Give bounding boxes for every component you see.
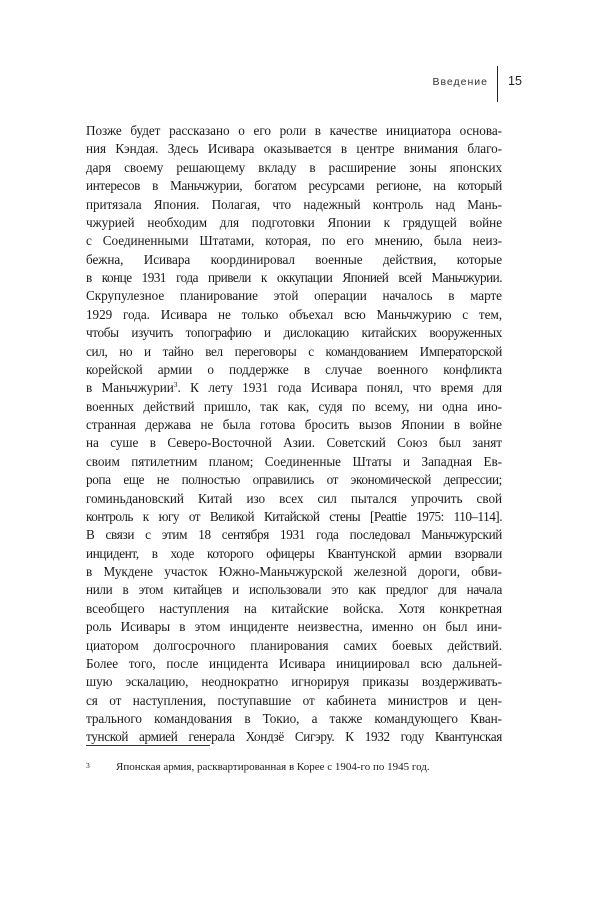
text-line: Позже будет рассказано о его роли в качестве инициатора основа-	[86, 123, 502, 138]
footnote-divider	[86, 745, 210, 746]
text-line: 1929 года. Исивара не только объехал всю Маньчжурию с тем,	[86, 306, 502, 322]
text-line: В связи с этим 18 сентября 1931 года последовал Маньчжурский	[86, 527, 502, 543]
text-line: гоминьдановский Китай изо всех сил пытался упрочить свой	[86, 490, 502, 506]
text-line: в конце 1931 года привели к оккупации Японией всей Маньчжурии.	[86, 270, 502, 285]
text-line: интересов в Маньчжурии, богатом ресурсами регионе, на который	[86, 178, 502, 194]
text-line: бежна, Исивара координировал военные действия, которые	[86, 251, 502, 267]
text-line: нили в этом китайцев и использовали это как предлог для начала	[86, 582, 502, 598]
text-line: инцидент, в ходе которого офицеры Квантунской армии взорвали	[86, 545, 502, 561]
text-run: в Маньчжурии	[86, 380, 174, 396]
text-line	[86, 379, 502, 397]
text-line: корейской армии о поддержке в случае военного конфликта	[86, 361, 502, 377]
text-line: даря своему решающему вкладу в расширение зоны японских	[86, 159, 502, 175]
text-run: . К лету 1931 года Исивара понял, что время для	[177, 380, 502, 396]
text-line: трального командования в Токио, а также командующего Кван-	[86, 711, 502, 726]
text-line: своим пятилетним планом; Соединенные Штаты и Западная Ев-	[86, 453, 502, 469]
footnote-marker: 3	[86, 761, 90, 770]
text-line: чжурией необходим для подготовки Японии к грядущей войне	[86, 214, 502, 230]
text-line: странная держава не была готова бросить вызов Японии в войне	[86, 417, 502, 432]
running-head	[0, 62, 600, 106]
text-line: контроль к югу от Великой Китайской стены [Peattie 1975: 110–114].	[86, 508, 502, 524]
text-line: шую эскалацию, неоднократно игнорируя приказы воздерживать-	[86, 674, 502, 690]
text-line: циатором долгосрочного планирования самих боевых действий.	[86, 637, 502, 653]
text-line: Более того, после инцидента Исивара инициировал всю дальней-	[86, 655, 502, 671]
body-text	[86, 122, 502, 747]
footnote-text: Японская армия, расквартированная в Корее с 1904-го по 1945 год.	[116, 761, 430, 773]
text-line: чтобы изучить топографию и дислокацию китайских вооруженных	[86, 325, 502, 341]
text-line: всеобщего наступления на китайские войска. Хотя конкретная	[86, 600, 502, 616]
text-line: ропа еще не полностью оправились от экономической депрессии;	[86, 472, 502, 488]
text-line: тунской армией генерала Хондзё Сигэру. К 1932 году Квантунская	[86, 729, 502, 745]
page-number: 15	[508, 74, 522, 88]
section-title: Введение	[432, 76, 488, 88]
footnote-reference: 3	[173, 380, 178, 390]
text-line: Скрупулезное планирование этой операции началось в марте	[86, 288, 502, 304]
text-line: ния Кэндая. Здесь Исивара оказывается в центре внимания благо-	[86, 141, 502, 157]
text-line: на суше в Северо-Восточной Азии. Советский Союз был занят	[86, 435, 502, 451]
text-line: в Мукдене участок Южно-Маньчжурской железной дороги, обви-	[86, 564, 502, 579]
text-line: роль Исивары в этом инциденте неизвестна, именно он был ини-	[86, 619, 502, 635]
header-divider	[497, 66, 498, 102]
text-line: сил, но и тайно вел переговоры с командованием Императорской	[86, 343, 502, 359]
text-line: с Соединенными Штатами, которая, по его мнению, была неиз-	[86, 233, 502, 249]
text-line: притязала Япония. Полагая, что надежный контроль над Мань-	[86, 196, 502, 212]
text-line: военных действий пришло, так как, судя по всему, ни одна ино-	[86, 398, 502, 414]
text-line: ся от наступления, поступавшие от кабинета министров и цен-	[86, 692, 502, 708]
